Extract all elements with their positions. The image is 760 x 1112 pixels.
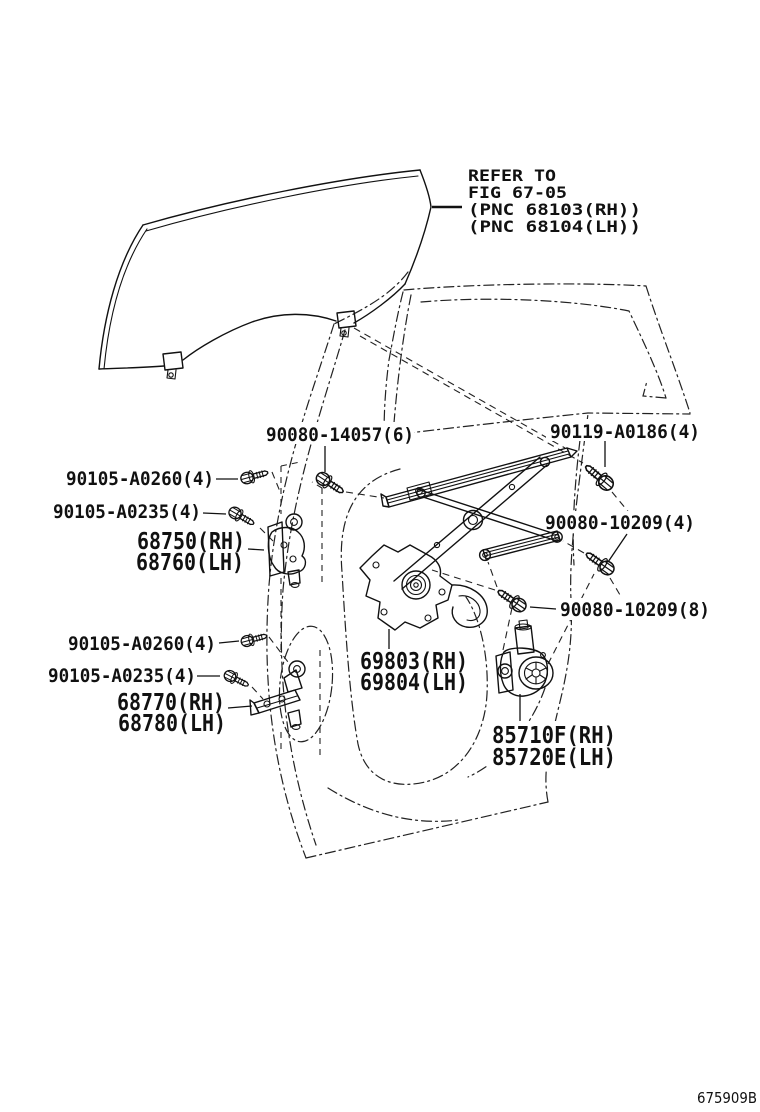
label-motor-lh: 85720E(LH) [492, 745, 616, 771]
screw-90105-a0260-upper [239, 466, 269, 485]
label-clearings [262, 419, 712, 771]
refer-note-line3: (PNC 68103(RH)) [468, 200, 641, 219]
label-bolt-10209-4: 90080-10209(4) [545, 512, 695, 534]
label-hinge-upper-lh: 68760(LH) [136, 550, 244, 576]
bolt-90080-14057 [314, 469, 347, 497]
bolt-90080-10209-4 [583, 548, 617, 578]
drawing-number: 675909B [697, 1089, 757, 1107]
label-hinge-upper-rh: 68750(RH) [137, 529, 245, 555]
label-regulator-rh: 69803(RH) [360, 649, 468, 675]
label-bolt-90119-a0186: 90119-A0186(4) [550, 421, 700, 443]
label-regulator-lh: 69804(LH) [360, 670, 468, 696]
label-bolt-90080-14057: 90080-14057(6) [266, 424, 414, 446]
label-screw-a0260-lower: 90105-A0260(4) [68, 633, 216, 655]
leader-lines [197, 207, 627, 721]
refer-note-line2: FIG 67-05 [468, 183, 567, 202]
label-screw-a0235-lower: 90105-A0235(4) [48, 665, 196, 687]
door-jamb-lines [281, 462, 322, 760]
glass-clip-front [163, 352, 183, 379]
screw-90105-a0235-lower [222, 668, 251, 690]
regulator-motor [496, 620, 553, 696]
window-regulator [360, 448, 577, 630]
label-bolt-10209-8: 90080-10209(8) [560, 599, 710, 621]
refer-note-line1: REFER TO [468, 166, 556, 185]
label-hinge-lower-rh: 68770(RH) [117, 690, 225, 716]
screw-90105-a0235-upper [227, 504, 257, 529]
upper-door-hinge [268, 514, 305, 587]
bolt-90119-a0186 [581, 461, 616, 494]
refer-note-line4: (PNC 68104(LH)) [468, 217, 641, 236]
lower-door-hinge [250, 661, 305, 729]
labels [48, 166, 757, 1107]
label-screw-a0260-upper: 90105-A0260(4) [66, 468, 214, 490]
label-screw-a0235-upper: 90105-A0235(4) [53, 501, 201, 523]
screw-90105-a0260-lower [240, 630, 268, 648]
label-motor-rh: 85710F(RH) [492, 723, 616, 749]
door-panel-outline [267, 272, 690, 858]
label-hinge-lower-lh: 68780(LH) [118, 711, 226, 737]
